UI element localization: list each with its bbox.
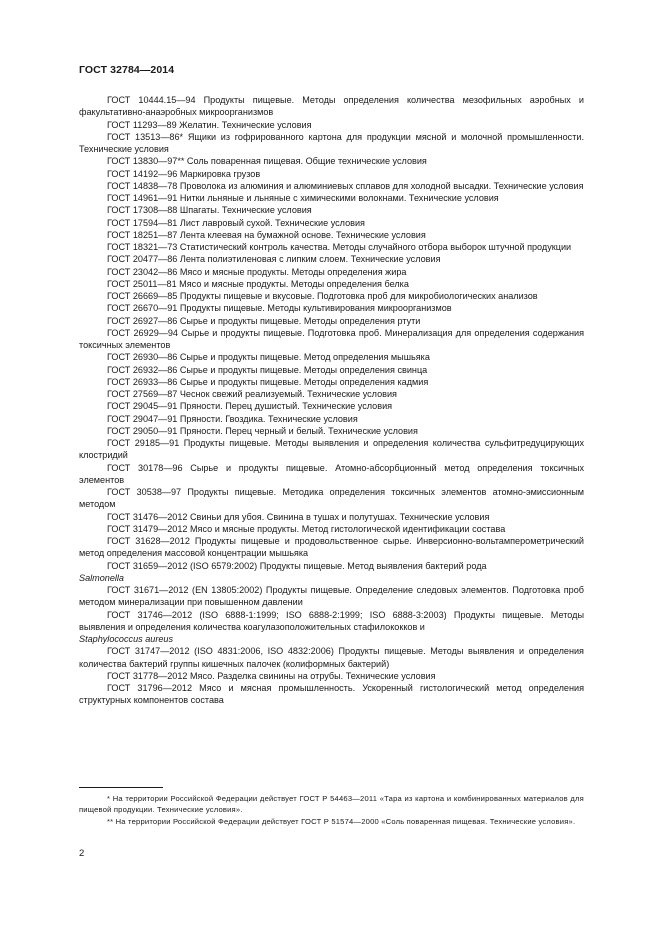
reference-entry: ГОСТ 13830—97** Соль поваренная пищевая. Общие технические условия xyxy=(107,156,427,167)
reference-entry: ГОСТ 23042—86 Мясо и мясные продукты. Методы определения жира xyxy=(107,266,407,277)
footnote-divider xyxy=(79,787,163,788)
reference-entry: ГОСТ 25011—81 Мясо и мясные продукты. Методы определения белка xyxy=(107,278,409,289)
reference-entry: ГОСТ 31659—2012 (ISO 6579:2002) Продукты пищевые. Метод выявления бактерий рода Salmonella xyxy=(79,560,487,583)
salmonella-term: Salmonella xyxy=(79,572,124,583)
reference-entry: ГОСТ 26927—86 Сырье и продукты пищевые. Методы определения ртути xyxy=(107,315,421,326)
footnote: * На территории Российской Федерации действует ГОСТ Р 54463—2011 «Тара из картона и комбинированных материалов для пищевой продукции. Технические условия». xyxy=(79,794,584,814)
reference-entry: ГОСТ 18251—87 Лента клеевая на бумажной основе. Технические условия xyxy=(107,229,426,240)
reference-entry: ГОСТ 10444.15—94 Продукты пищевые. Методы определения количества мезофильных аэробных и факультативно-анаэробных микроорганизмов xyxy=(79,95,584,118)
reference-entry: ГОСТ 31796—2012 Мясо и мясная промышленность. Ускоренный гистологический метод определения структурных компонентов состава xyxy=(79,683,584,706)
staphylococcus-term: Staphylococcus aureus xyxy=(79,634,174,644)
footnote: ** На территории Российской Федерации действует ГОСТ Р 51574—2000 «Соль поваренная пищевая. Технические условия». xyxy=(107,817,576,826)
reference-entry: ГОСТ 11293—89 Желатин. Технические условия xyxy=(107,119,312,130)
reference-entry: ГОСТ 31671—2012 (EN 13805:2002) Продукты пищевые. Определение следовых элементов. Подготовка проб методом минерализации при повышенном давлении xyxy=(79,585,584,608)
reference-entry: ГОСТ 31746—2012 (ISO 6888-1:1999; ISO 6888-2:1999; ISO 6888-3:2003) Продукты пищевые. Методы выявления и определения количества коагулазоположительных стафилококков и Staphylococcus aureus xyxy=(79,609,584,644)
reference-entry: ГОСТ 29185—91 Продукты пищевые. Методы выявления и определения количества сульфитредуцирующих клостридий xyxy=(79,438,584,461)
footnotes xyxy=(79,794,584,830)
reference-entry: ГОСТ 31747—2012 (ISO 4831:2006, ISO 4832:2006) Продукты пищевые. Методы выявления и определения количества бактерий группы кишечных палочек (колиформных бактерий) xyxy=(79,646,584,669)
reference-entry: ГОСТ 29050—91 Пряности. Перец черный и белый. Технические условия xyxy=(107,425,418,436)
reference-entry: ГОСТ 31778—2012 Мясо. Разделка свинины на отрубы. Технические условия xyxy=(107,670,436,681)
reference-entry: ГОСТ 30538—97 Продукты пищевые. Методика определения токсичных элементов атомно-эмиссионным методом xyxy=(79,487,584,510)
reference-entry: ГОСТ 14838—78 Проволока из алюминия и алюминиевых сплавов для холодной высадки. Технические условия xyxy=(107,180,584,191)
reference-entry: ГОСТ 26669—85 Продукты пищевые и вкусовые. Подготовка проб для микробиологических анализов xyxy=(107,291,538,301)
reference-entry: ГОСТ 14961—91 Нитки льняные и льняные с химическими волокнами. Технические условия xyxy=(107,193,499,203)
normative-references-list xyxy=(79,94,584,707)
reference-entry: ГОСТ 14192—96 Маркировка грузов xyxy=(107,168,261,179)
reference-entry: ГОСТ 31476—2012 Свиньи для убоя. Свинина в тушах и полутушах. Технические условия xyxy=(107,511,490,522)
reference-entry: ГОСТ 26929—94 Сырье и продукты пищевые. Подготовка проб. Минерализация для определения содержания токсичных элементов xyxy=(79,327,584,350)
page-number: 2 xyxy=(79,848,85,859)
reference-entry: ГОСТ 26933—86 Сырье и продукты пищевые. Методы определения кадмия xyxy=(107,376,429,387)
reference-entry: ГОСТ 29047—91 Пряности. Гвоздика. Технические условия xyxy=(107,413,358,424)
reference-entry: ГОСТ 30178—96 Сырье и продукты пищевые. Атомно-абсорбционный метод определения токсичных элементов xyxy=(79,462,584,485)
reference-entry: ГОСТ 18321—73 Статистический контроль качества. Методы случайного отбора выборок штучной продукции xyxy=(107,242,572,252)
reference-entry: ГОСТ 17308—88 Шпагаты. Технические условия xyxy=(107,205,312,216)
reference-entry: ГОСТ 26932—86 Сырье и продукты пищевые. Методы определения свинца xyxy=(107,364,428,375)
reference-entry: ГОСТ 27569—87 Чеснок свежий реализуемый. Технические условия xyxy=(107,389,397,399)
reference-entry: ГОСТ 26670—91 Продукты пищевые. Методы культивирования микроорганизмов xyxy=(107,303,452,314)
reference-entry: ГОСТ 31628—2012 Продукты пищевые и продовольственное сырье. Инверсионно-вольтамперометрический метод определения массовой концентрации мышьяка xyxy=(79,536,584,559)
reference-entry: ГОСТ 29045—91 Пряности. Перец душистый. Технические условия xyxy=(107,401,393,412)
reference-entry: ГОСТ 31479—2012 Мясо и мясные продукты. Метод гистологической идентификации состава xyxy=(107,523,506,534)
reference-entry: ГОСТ 26930—86 Сырье и продукты пищевые. Метод определения мышьяка xyxy=(107,352,430,363)
reference-entry: ГОСТ 20477—86 Лента полиэтиленовая с липким слоем. Технические условия xyxy=(107,254,441,265)
reference-entry: ГОСТ 17594—81 Лист лавровый сухой. Технические условия xyxy=(107,217,365,228)
document-code-header: ГОСТ 32784—2014 xyxy=(79,64,175,76)
reference-entry: ГОСТ 13513—86* Ящики из гофрированного картона для продукции мясной и молочной промышленности. Технические условия xyxy=(79,131,584,154)
